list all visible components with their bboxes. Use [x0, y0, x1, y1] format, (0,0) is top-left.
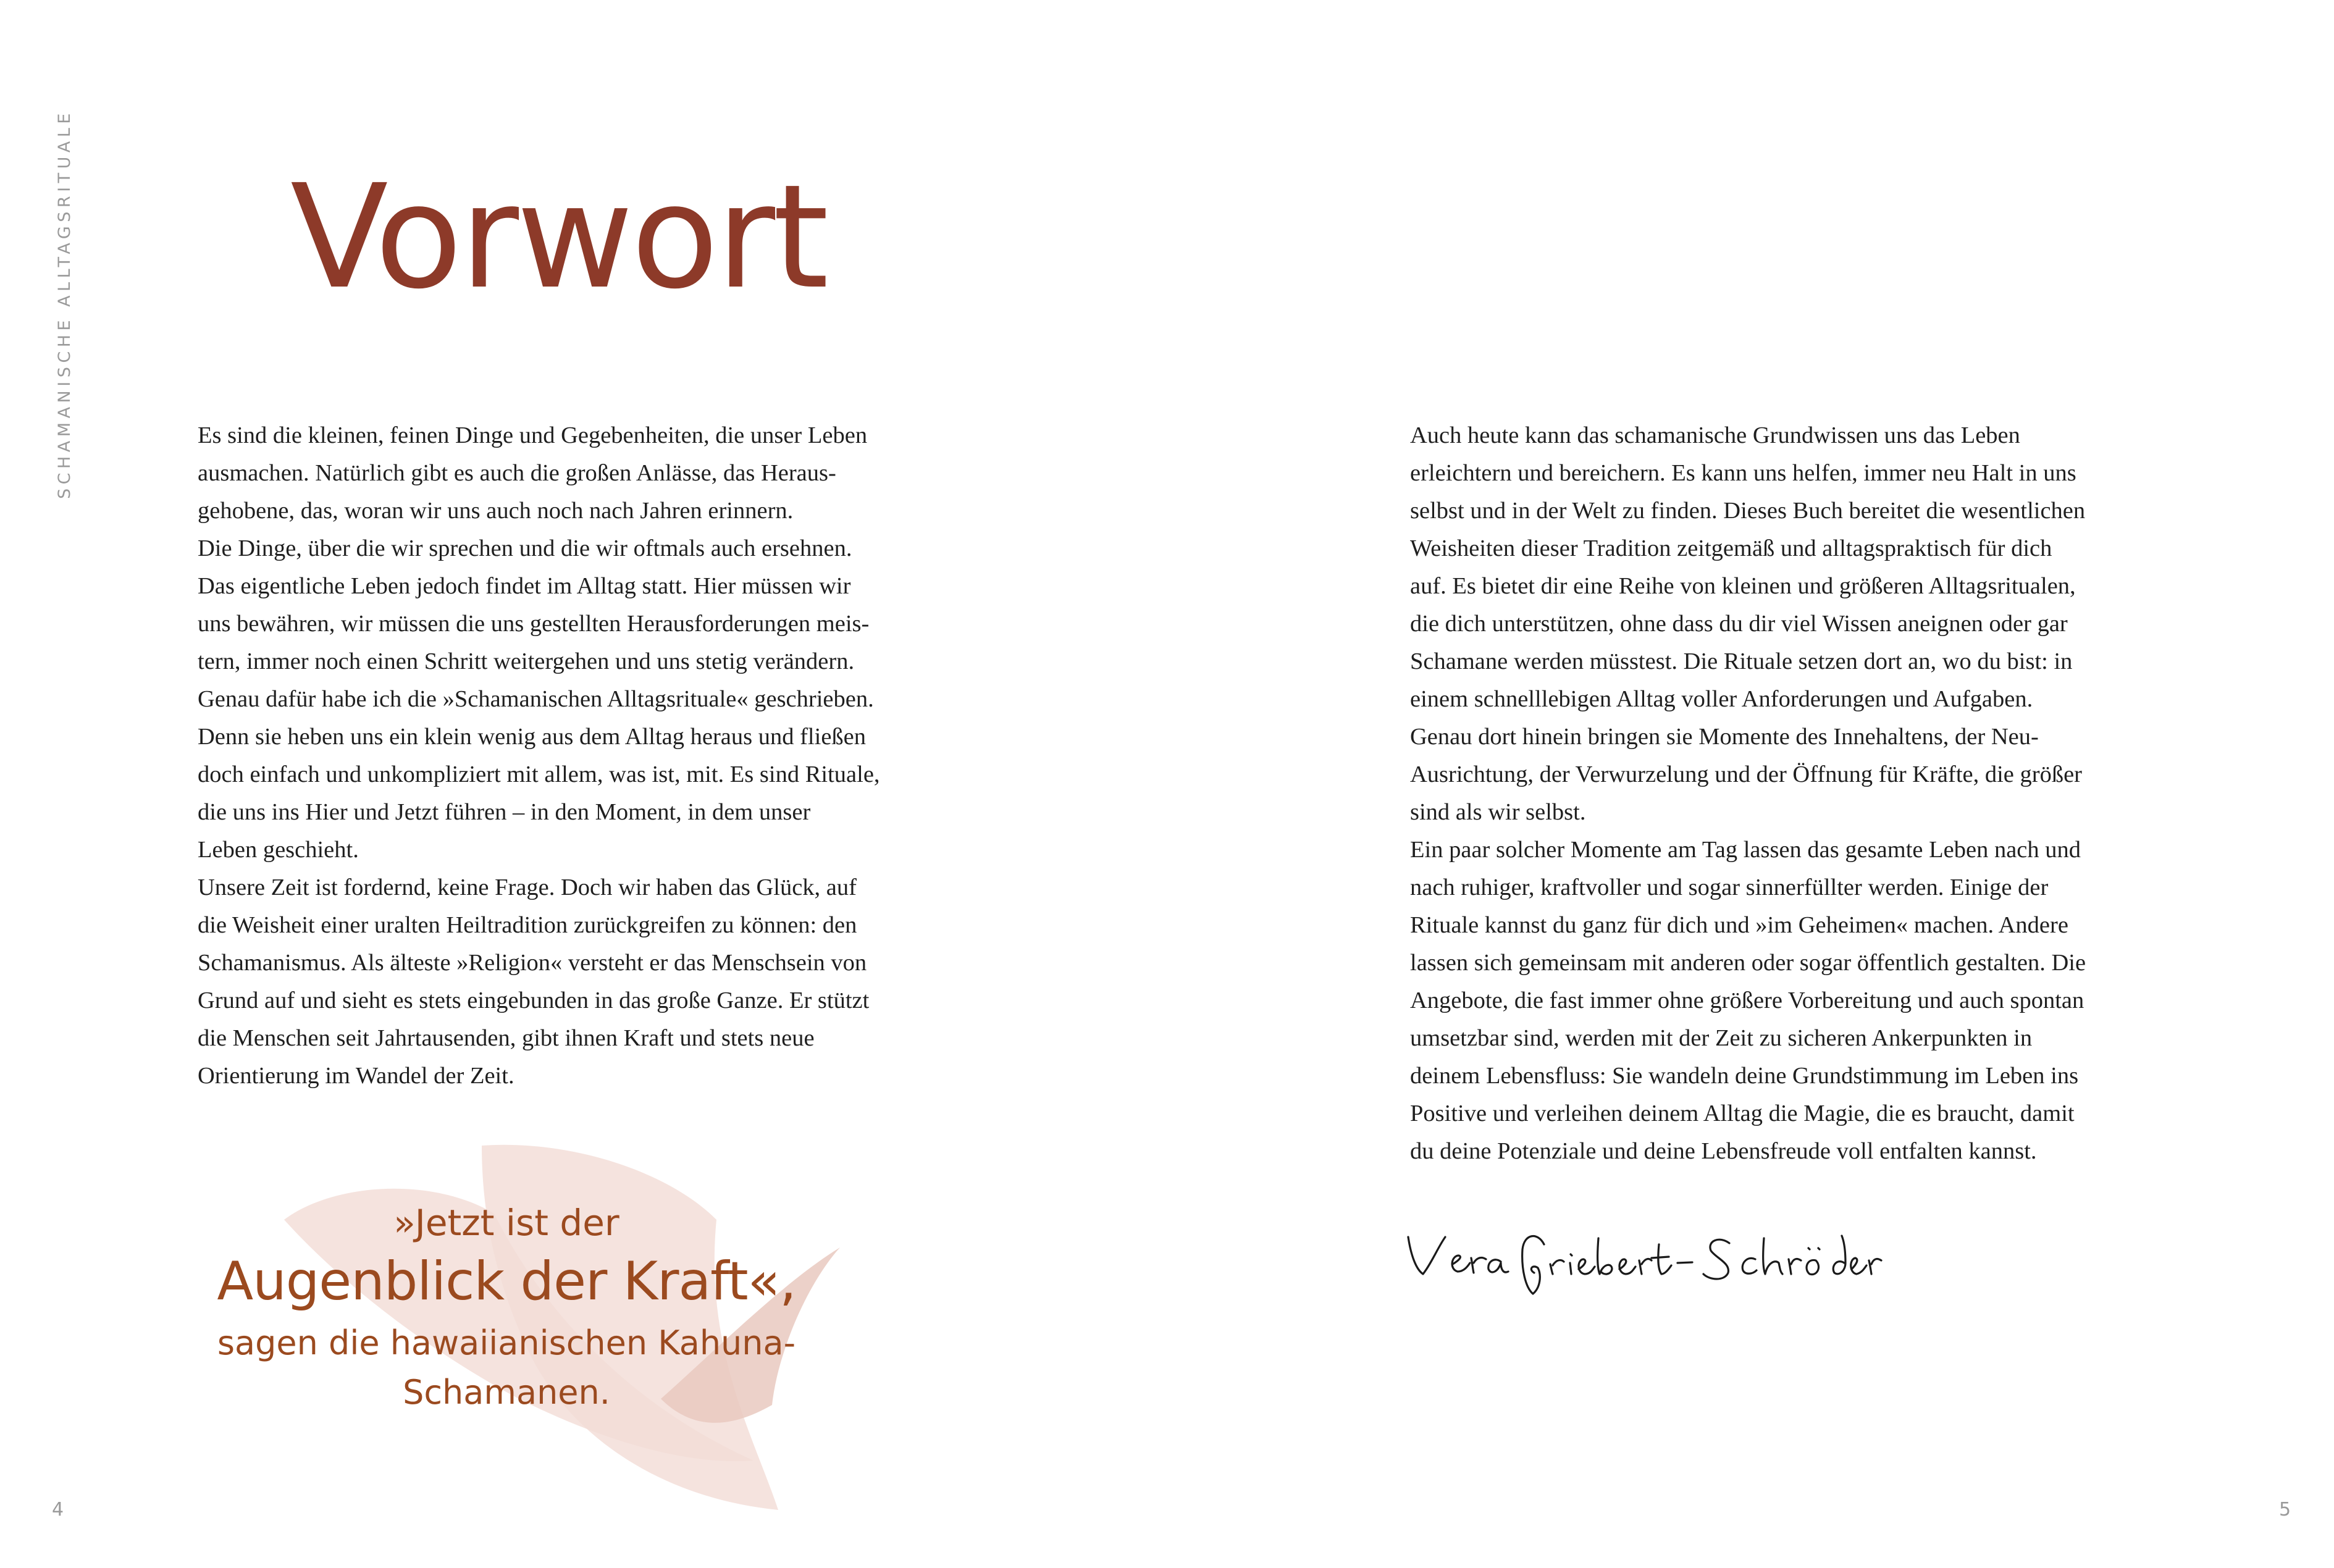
text-line: Auch heute kann das schamanische Grundwissen uns das Leben [1410, 422, 2020, 448]
text-line: gehobene, das, woran wir uns auch noch nach Jahren erinnern. [198, 498, 794, 524]
text-line: die uns ins Hier und Jetzt führen – in den Moment, in dem unser [198, 799, 811, 825]
quote-line-1: »Jetzt ist der [393, 1202, 619, 1244]
running-head-text: SCHAMANISCHE ALLTAGSRITUALE [55, 109, 74, 499]
text-line: doch einfach und unkompliziert mit allem, was ist, mit. Es sind Rituale, [198, 761, 880, 787]
page-number-right: 5 [2279, 1499, 2291, 1520]
text-line: Leben geschieht. [198, 837, 359, 863]
text-line: Angebote, die fast immer ohne größere Vorbereitung und auch spontan [1410, 987, 2084, 1013]
right-text-column [1410, 417, 2176, 1170]
text-line: tern, immer noch einen Schritt weitergehen und uns stetig verändern. [198, 648, 855, 674]
text-line: Genau dort hinein bringen sie Momente des Innehaltens, der Neu- [1410, 724, 2039, 750]
text-line: Weisheiten dieser Tradition zeitgemäß und alltagspraktisch für dich [1410, 535, 2052, 561]
quote-line-2: Augenblick der Kraft«, [217, 1251, 796, 1312]
quote-line-3: sagen die hawaiianischen Kahuna-Schamanen. [217, 1323, 796, 1412]
text-line: nach ruhiger, kraftvoller und sogar sinnerfüllter werden. Einige der [1410, 874, 2049, 900]
text-line: Grund auf und sieht es stets eingebunden in das große Ganze. Er stützt [198, 987, 870, 1013]
text-line: die Menschen seit Jahrtausenden, gibt ihnen Kraft und stets neue [198, 1025, 815, 1051]
handwritten-signature [1402, 1220, 1884, 1319]
text-line: Es sind die kleinen, feinen Dinge und Gegebenheiten, die unser Leben [198, 422, 868, 448]
text-line: Unsere Zeit ist fordernd, keine Frage. Doch wir haben das Glück, auf [198, 874, 857, 900]
text-line: erleichtern und bereichern. Es kann uns helfen, immer neu Halt in uns [1410, 460, 2076, 486]
left-text-column [198, 417, 963, 1095]
text-line: Schamane werden müsstest. Die Rituale setzen dort an, wo du bist: in [1410, 648, 2073, 674]
text-line: einem schnelllebigen Alltag voller Anforderungen und Aufgaben. [1410, 686, 2033, 712]
text-line: Ein paar solcher Momente am Tag lassen das gesamte Leben nach und [1410, 837, 2081, 863]
text-line: die dich unterstützen, ohne dass du dir viel Wissen aneignen oder gar [1410, 611, 2068, 637]
text-line: Das eigentliche Leben jedoch findet im Alltag statt. Hier müssen wir [198, 573, 851, 599]
page-title: Vorwort [290, 154, 827, 321]
text-line: auf. Es bietet dir eine Reihe von kleinen und größeren Alltagsritualen, [1410, 573, 2076, 599]
text-line: ausmachen. Natürlich gibt es auch die großen Anlässe, das Heraus- [198, 460, 836, 486]
text-line: du deine Potenziale und deine Lebensfreude voll entfalten kannst. [1410, 1138, 2037, 1164]
text-line: Genau dafür habe ich die »Schamanischen Alltagsrituale« geschrieben. [198, 686, 874, 712]
text-line: die Weisheit einer uralten Heiltradition zurückgreifen zu können: den [198, 912, 857, 938]
text-line: selbst und in der Welt zu finden. Dieses Buch bereitet die wesentlichen [1410, 498, 2086, 524]
text-line: Ausrichtung, der Verwurzelung und der Öffnung für Kräfte, die größer [1410, 761, 2083, 787]
text-line: sind als wir selbst. [1410, 799, 1586, 825]
text-line: uns bewähren, wir müssen die uns gestellten Herausforderungen meis- [198, 611, 870, 637]
text-line: Rituale kannst du ganz für dich und »im Geheimen« machen. Andere [1410, 912, 2068, 938]
text-line: Die Dinge, über die wir sprechen und die wir oftmals auch ersehnen. [198, 535, 852, 561]
pull-quote [124, 1201, 889, 1417]
text-line: umsetzbar sind, werden mit der Zeit zu sicheren Ankerpunkten in [1410, 1025, 2033, 1051]
running-head [51, 106, 78, 501]
text-line: Positive und verleihen deinem Alltag die Magie, die es braucht, damit [1410, 1101, 2075, 1126]
text-line: Schamanismus. Als älteste »Religion« versteht er das Menschsein von [198, 950, 867, 976]
text-line: lassen sich gemeinsam mit anderen oder sogar öffentlich gestalten. Die [1410, 950, 2086, 976]
text-line: Denn sie heben uns ein klein wenig aus dem Alltag heraus und fließen [198, 724, 867, 750]
text-line: Orientierung im Wandel der Zeit. [198, 1063, 514, 1089]
text-line: deinem Lebensfluss: Sie wandeln deine Grundstimmung im Leben ins [1410, 1063, 2079, 1089]
page-number-left: 4 [52, 1499, 64, 1520]
